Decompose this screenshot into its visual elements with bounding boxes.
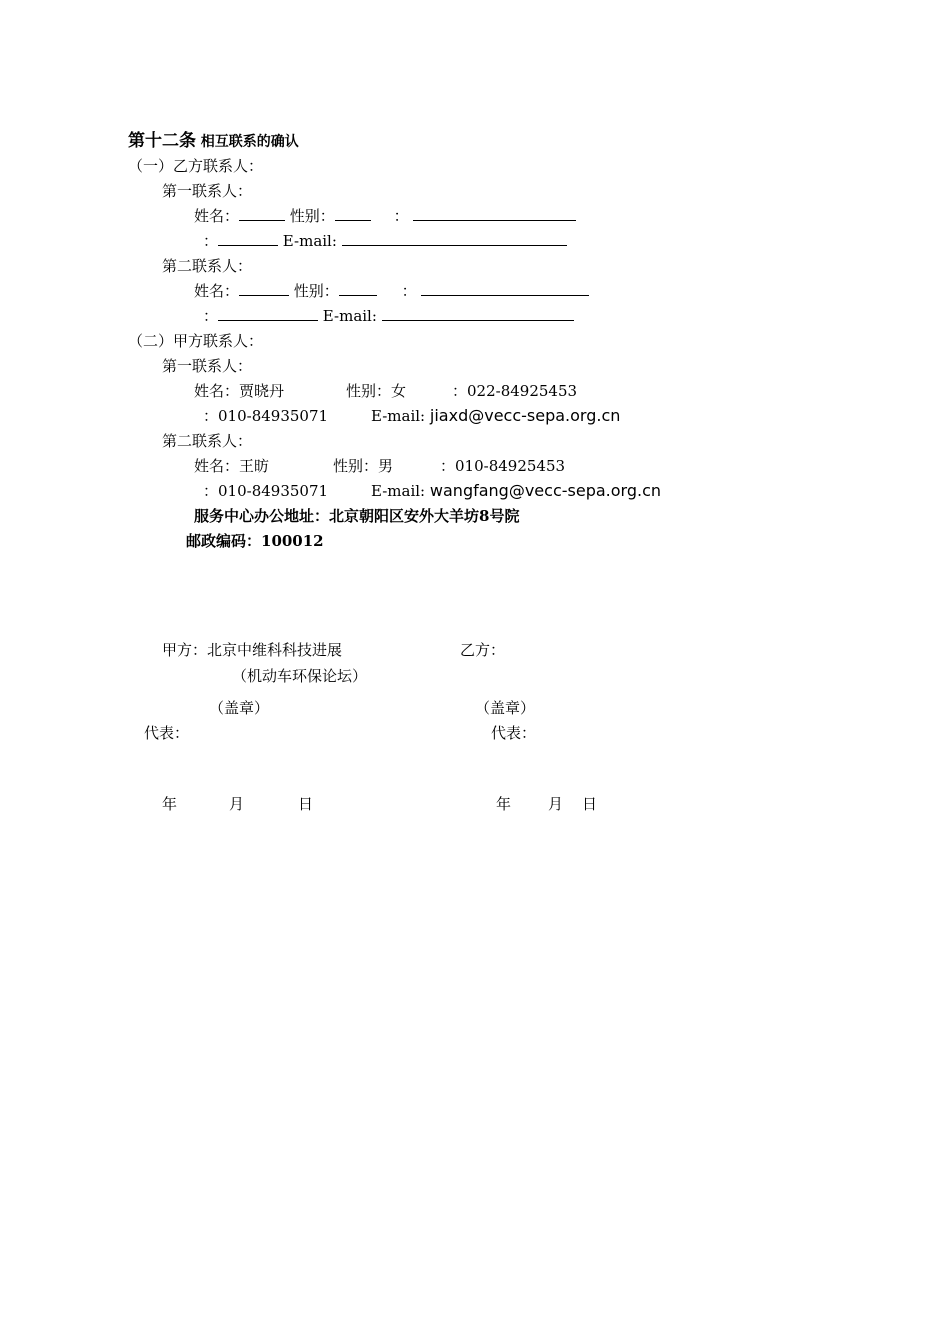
- party-a-seal: （盖章）: [209, 699, 270, 717]
- email-blank[interactable]: [342, 231, 567, 246]
- email-label: E-mail:: [282, 232, 337, 250]
- party-b-date-month: 月: [548, 795, 564, 813]
- party-b-first-name-row: [194, 206, 576, 226]
- fax-colon: ：: [203, 307, 219, 325]
- email-label: E-mail:: [322, 307, 377, 325]
- gender-label: 性别：: [289, 207, 335, 225]
- party-a-first-gender: 性别：女: [346, 382, 407, 400]
- party-a-first-email-row: [371, 406, 620, 426]
- party-b-representative: 代表：: [491, 724, 537, 742]
- party-b-first-contact-row: [203, 231, 567, 251]
- party-a-signature-sub: （机动车环保论坛）: [232, 667, 368, 685]
- party-b-first-contact-label: 第一联系人：: [162, 182, 253, 200]
- gender-blank[interactable]: [335, 206, 371, 221]
- name-blank[interactable]: [239, 281, 289, 296]
- phone-colon: ：: [393, 207, 409, 225]
- party-a-second-gender: 性别：男: [333, 457, 394, 475]
- party-b-date-day: 日: [582, 795, 598, 813]
- party-b-second-contact-row: [203, 306, 574, 326]
- postcode: 邮政编码：100012: [186, 532, 324, 550]
- article-number: 第十二条: [128, 131, 196, 151]
- party-b-heading: （一）乙方联系人：: [128, 157, 264, 175]
- phone-colon: ：: [401, 282, 417, 300]
- article-title: 相互联系的确认: [200, 134, 299, 150]
- party-b-second-name-row: [194, 281, 589, 301]
- party-a-heading: （二）甲方联系人：: [128, 332, 264, 350]
- name-label: 姓名：: [194, 282, 240, 300]
- party-a-second-phone: ：010-84925453: [440, 457, 566, 475]
- gender-blank[interactable]: [339, 281, 377, 296]
- phone-blank[interactable]: [421, 281, 589, 296]
- fax-colon: ：: [203, 232, 219, 250]
- name-blank[interactable]: [239, 206, 285, 221]
- name-label: 姓名：: [194, 207, 240, 225]
- party-a-first-name: 姓名：贾晓丹: [194, 382, 285, 400]
- party-a-first-fax: ：010-84935071: [203, 407, 329, 425]
- party-a-date-month: 月: [229, 795, 245, 813]
- gender-label: 性别：: [293, 282, 339, 300]
- email-value[interactable]: jiaxd@vecc-sepa.org.cn: [429, 406, 621, 425]
- party-a-signature-label: 甲方：北京中维科科技进展: [162, 641, 343, 659]
- party-b-seal: （盖章）: [475, 699, 536, 717]
- email-value[interactable]: wangfang@vecc-sepa.org.cn: [429, 481, 661, 500]
- office-address: 服务中心办公地址：北京朝阳区安外大羊坊8号院: [194, 507, 520, 525]
- party-a-second-name: 姓名：王昉: [194, 457, 270, 475]
- party-a-date-year: 年: [162, 795, 178, 813]
- party-a-second-email-row: [371, 481, 661, 501]
- party-a-date-day: 日: [298, 795, 314, 813]
- email-blank[interactable]: [382, 306, 574, 321]
- party-a-second-contact-label: 第二联系人：: [162, 432, 253, 450]
- party-b-signature-label: 乙方：: [460, 641, 506, 659]
- party-a-second-fax: ：010-84935071: [203, 482, 329, 500]
- phone-blank[interactable]: [413, 206, 576, 221]
- fax-blank[interactable]: [218, 306, 318, 321]
- party-a-representative: 代表：: [144, 724, 190, 742]
- fax-blank[interactable]: [218, 231, 278, 246]
- party-a-first-phone: ：022-84925453: [452, 382, 578, 400]
- party-a-first-contact-label: 第一联系人：: [162, 357, 253, 375]
- email-label: E-mail:: [371, 482, 426, 500]
- email-label: E-mail:: [371, 407, 426, 425]
- article-heading: [128, 131, 299, 152]
- party-b-date-year: 年: [496, 795, 512, 813]
- party-b-second-contact-label: 第二联系人：: [162, 257, 253, 275]
